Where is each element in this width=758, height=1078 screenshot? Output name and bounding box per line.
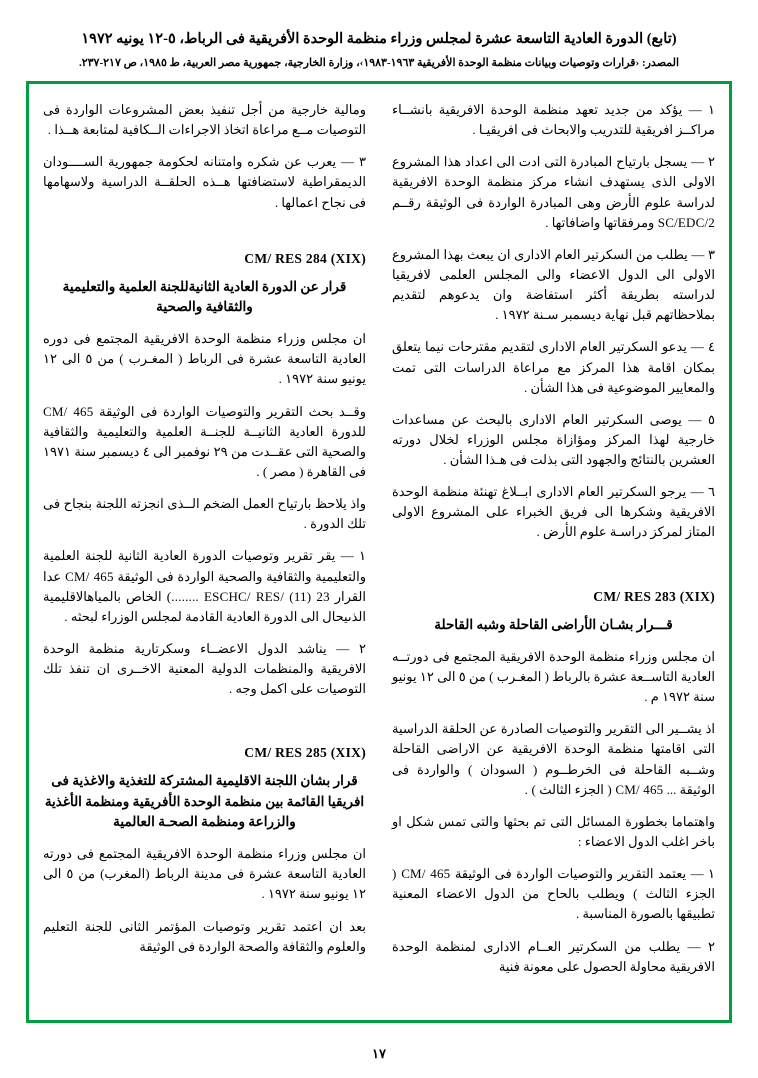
page-number: ١٧ [372, 1046, 386, 1061]
document-header [26, 30, 732, 71]
paragraph: ٢ — يطلب من السكرتير العــام الادارى لمنظمة الوحدة الافريقية محاولة الحصول على معونة فنية [392, 938, 715, 974]
paragraph: ٢ — يناشد الدول الاعضــاء وسكرتارية منظمة الوحدة الافريقية والمنظمات الدولية المعنية الاخــرى ان تنفذ تلك التوصيات على اكمل وجه . [43, 640, 366, 697]
spacer [43, 711, 366, 725]
content-frame [26, 81, 732, 1023]
paragraph: ان مجلس وزراء منظمة الوحدة الافريقية المجتمع فى دوره العادية التاسعة عشرة فى الرباط ( المغـرب ) من ٥ الى ١٢ يونيو سنة ١٩٧٢ . [43, 331, 366, 387]
page-title: (تابع) الدورة العادية التاسعة عشرة لمجلس وزراء منظمة الوحدة الأفريقية فى الرباط، ٥-١٢ يونيه ١٩٧٢ [81, 31, 677, 47]
paragraph: ٤ — يدعو السكرتير العام الادارى لتقديم مقترحات نيما يتعلق بمكان اقامة هذا المركز مع مراعاة الدراسات التى تمت والمعايير الموضوعية فى هذا الشأن . [392, 339, 715, 395]
paragraph: ٣ — يعرب عن شكره وامتنانه لحكومة جمهورية الســــودان الديمقراطية لاستضافتها هــذه الحلقــة الدراسية ولاسهامها فى نجاح اعمالها . [43, 154, 366, 210]
resolution-heading: قرار بشان اللجنة الاقليمية المشتركة للتغذية والاغذية فى افريقيا القائمة بين منظمة الوحدة الأفريقية ومنظمة الأغذية والزراعة ومنظمة الصحـة العالمية [44, 773, 365, 829]
paragraph: ١ — يؤكد من جديد تعهد منظمة الوحدة الافريقية بانشــاء مراكــز افريقية للتدريب والابحاث فى افريقيـا . [392, 101, 715, 138]
resolution-heading: قـــرار بشـان الأراضى القاحلة وشبه القاحلة [434, 616, 673, 632]
paragraph: واهتماما بخطورة المسائل التى تم بحثها والتى تمس شكل او باخر اغلب الدول الاعضاء : [392, 813, 715, 849]
spacer [43, 225, 366, 231]
paragraph: ومالية خارجية من أجل تنفيذ بعض المشروعات الواردة فى التوصيات مــع مراعاة اتخاذ الاجراءات الــكافية لمتابعة هــذا . [43, 101, 366, 138]
paragraph: ٣ — يطلب من السكرتير العام الادارى ان يبعث بهذا المشروع الاولى الى الدول الاعضاء والى المجلس العلمى لافريقيا لدراسته بطريقة أكثر استفاضة وان يدعوهم لتقديم بملاحظاتهم قبل نهاية ديسمبر سـنة ١٩٧٢ . [392, 246, 715, 323]
source-line: المصدر: ‹قرارات وتوصيات وبيانات منظمة الوحدة الأفريقية ١٩٦٣-١٩٨٣›، وزارة الخارجية، جمهورية مصر العربية، ط ١٩٨٥، ص ٢١٧-٢٣٧. [78, 56, 679, 69]
paragraph: ان مجلس وزراء منظمة الوحدة الافريقية المجتمع فى دورته العادية التاسعة عشرة فى مدينة الرباط (المغرب) من ٥ الى ١٢ يونيو سنة ١٩٧٢ . [43, 846, 366, 902]
resolution-heading: قرار عن الدورة العادية الثانيةللجنة العلمية والتعليمية والثقافية والصحية [62, 278, 347, 314]
paragraph: ١ — يقر تقرير وتوصيات الدورة العادية الثانية للجنة العلمية والتعليمية والثقافية والصحية الواردة فى الوثيقة CM/ 465 عدا القرار ESCHC/ RES/ (11) 23 ........) الخاص بالمياهالاقليمية الذىيحال الى الدورة العادية القادمة لمجلس الوزراء لبحثه . [43, 548, 366, 624]
paragraph: ان مجلس وزراء منظمة الوحدة الافريقية المجتمع فى دورتــه العادية التاســعة عشرة بالرباط ( المغـرب ) من ٥ الى ١٢ يونيو سنة ١٩٧٢ م . [392, 648, 715, 705]
paragraph: بعد ان اعتمد تقرير وتوصيات المؤتمر الثانى للجنة التعليم والعلوم والثقافة والصحة الواردة فى الوثيقة [43, 918, 366, 954]
paragraph: واذ يلاحظ بارتياح العمل الضخم الــذى انجزته اللجنة بنجاح فى تلك الدورة . [43, 496, 366, 532]
two-column-layout [43, 100, 715, 1012]
resolution-id: CM/ RES 283 (XIX) [593, 588, 715, 604]
paragraph: اذ يشــير الى التقرير والتوصيات الصادرة عن الحلقة الدراسية التى اقامتها منظمة الوحدة الافريقية عن الاراضى القاحلة وشــبه القاحلة فى الخرطــوم ( السودان ) والواردة فى الوثيقة ... CM/ 465 ( الجزء الثالث ) . [392, 721, 715, 797]
resolution-id: CM/ RES 284 (XIX) [244, 250, 366, 266]
paragraph: ٥ — يوصى السكرتير العام الادارى بالبحث عن مساعدات خارجية لهذا المركز ومؤازاة مجلس الوزراء لخلال دورته العشرين بالنتائج والجهود التى بذلت فى هـذا الشأن . [392, 411, 715, 468]
paragraph: ٢ — يسجل بارتياح المبادرة التى ادت الى اعداد هذا المشروع الاولى الذى يستهدف انشاء مركز منظمة الوحدة الافريقية لدراسة علوم الأرض وهى المبادرة الواردة فى الوثيقة رقــم SC/EDC/2 ومرفقاتها واضافاتها . [392, 154, 715, 230]
paragraph: ١ — يعتمد التقرير والتوصيات الواردة فى الوثيقة CM/ 465 ( الجزء الثالث ) ويطلب بالحاح من الدول الاعضاء المعنية تطبيقها بالصورة المناسبة . [392, 866, 716, 922]
resolution-id: CM/ RES 285 (XIX) [244, 745, 366, 761]
column-left [43, 100, 366, 1012]
paragraph: ٦ — يرجو السكرتير العام الادارى ابــلاغ تهنئة منظمة الوحدة الافريقية وشكرها الى فريق الخبراء على المشروع الاولى المتاز لمركز دراسـة علوم الأرض . [392, 484, 715, 540]
spacer [392, 555, 715, 569]
column-right [392, 100, 715, 1012]
paragraph: وقــد بحث التقرير والتوصيات الواردة فى الوثيقة CM/ 465 للدورة العادية الثانيــة للجنــة العلمية والتعليمية والثقافية والصحية التى عقــدت من ٢٩ نوفمبر الى ٤ ديسمبر سنة ١٩٧١ فى القاهرة ( مصر ) . [43, 403, 366, 479]
